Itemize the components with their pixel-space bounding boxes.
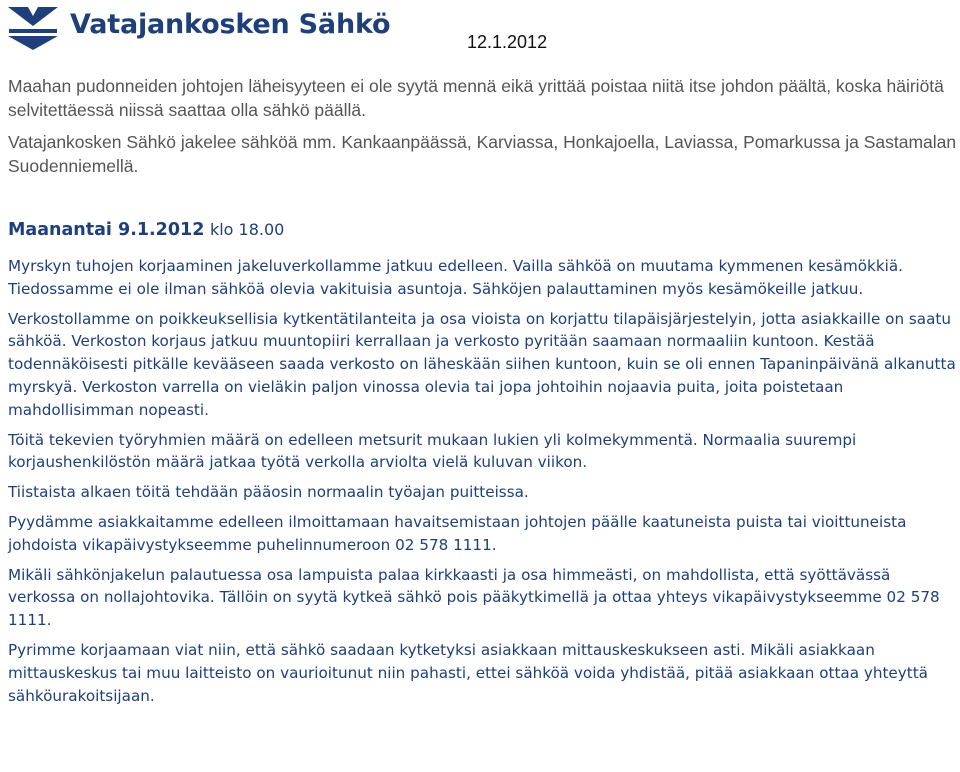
intro-paragraph-service-area — [8, 130, 958, 178]
logo-text: Vatajankosken Sähkö — [70, 9, 391, 40]
body-paragraph: Mikäli sähkönjakelun palautuessa osa lampuista palaa kirkkaasti ja osa himmeästi, on mahdollista, että syöttävässä verkossa on nollajohtovika. Tällöin on syytä kytkeä sähkö pois pääkytkimellä ja ottaa yhteys vikapäivystykseemme 02 578 1111. — [8, 565, 940, 630]
update-date: Maanantai 9.1.2012 — [8, 220, 205, 240]
document-date: 12.1.2012 — [467, 32, 548, 52]
body-paragraph: Pyydämme asiakkaitamme edelleen ilmoittamaan havaitsemistaan johtojen päälle kaatuneista puista tai vioittuneista johdoista vikapäivystykseemme puhelinnumeroon 02 578 1111. — [8, 512, 907, 554]
intro-paragraph-warning — [8, 74, 958, 122]
body-paragraph: Pyrimme korjaamaan viat niin, että sähkö saadaan kytketyksi asiakkaan mittauskeskukseen asti. Mikäli asiakkaan mittauskeskus tai muu laitteisto on vaurioitunut niin pahasti, ettei sähköä voida yhdistää, pitää asiakkaan ottaa yhteyttä sähköurakoitsijaan. — [8, 640, 928, 705]
update-time: klo 18.00 — [209, 220, 285, 239]
update-body — [8, 255, 958, 714]
intro-text: Vatajankosken Sähkö jakelee sähköä mm. Kankaanpäässä, Karviassa, Honkajoella, Laviassa, Pomarkussa ja Sastamalan Suodenniemellä. — [8, 132, 957, 176]
logo-mark-icon — [8, 4, 58, 50]
company-logo — [8, 4, 391, 50]
body-paragraph: Tiistaista alkaen töitä tehdään pääosin normaalin työajan puitteissa. — [8, 483, 529, 502]
body-paragraph: Töitä tekevien työryhmien määrä on edelleen metsurit mukaan lukien yli kolmekymmentä. Normaalia suurempi korjaushenkilöstön määrä jatkaa työtä verkolla arviolta vielä kuluvan viikon. — [8, 430, 857, 472]
body-paragraph: Myrskyn tuhojen korjaaminen jakeluverkollamme jatkuu edelleen. Vailla sähköä on muutama kymmenen kesämökkiä. Tiedossamme ei ole ilman sähköä olevia vakituisia asuntoja. Sähköjen palauttaminen myös kesämökeille jatkuu. — [8, 257, 903, 298]
intro-text: Maahan pudonneiden johtojen läheisyyteen ei ole syytä mennä eikä yrittää poistaa niitä itse johdon päältä, koska häiriötä selvitettäessä niissä saattaa olla sähkö päällä. — [8, 76, 944, 120]
page-header — [0, 0, 960, 60]
body-paragraph: Verkostollamme on poikkeuksellisia kytkentätilanteita ja osa vioista on korjattu tilapäisjärjestelyin, jotta asiakkaille on saatu sähköä. Verkoston korjaus jatkuu muuntopiiri kerrallaan ja verkosto pyritään saamaan normaaliin kuntoon. Kestää todennäköisesti pitkälle kevääseen saada verkosto on läheskään siihen kuntoon, kuin se oli ennen Tapaninpäivänä alkanutta myrskyä. Verkoston varrella on vieläkin paljon vinossa olevia tai jopa johtoihin nojaavia puita, joita poistetaan mahdollisimman nopeasti. — [8, 309, 956, 419]
update-heading — [8, 220, 284, 240]
